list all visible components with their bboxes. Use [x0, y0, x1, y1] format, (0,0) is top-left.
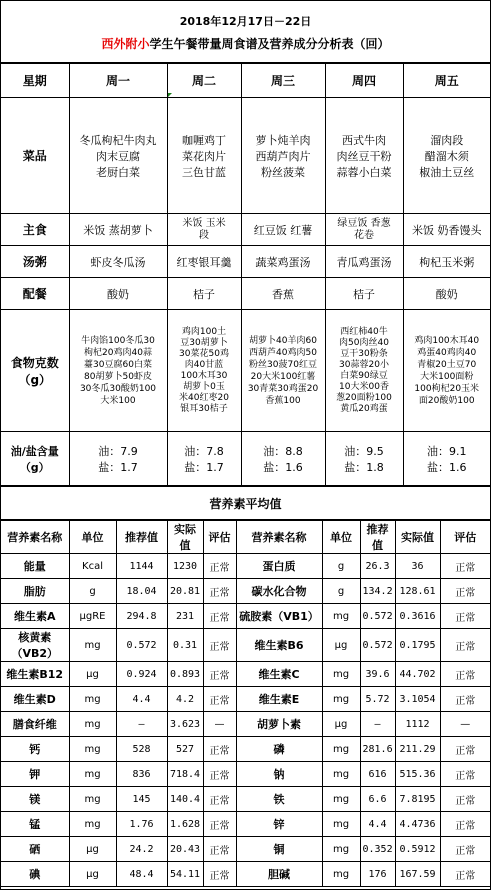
nutrient-unit-right: mg — [322, 812, 360, 837]
nutrient-unit-right: mg — [322, 862, 360, 887]
actual-value-right: 0.1795 — [395, 629, 440, 662]
date-range: 2018年12月17日－22日 — [179, 15, 312, 28]
assessment-left: 正常 — [203, 762, 236, 787]
hd-eval-right: 评估 — [440, 521, 490, 554]
nutrient-name-left: 锰 — [1, 812, 69, 837]
weekday-col-header: 星期 — [1, 64, 69, 98]
nutrient-name-right: 硫胺素（VB1） — [236, 604, 322, 629]
nutrient-unit-right: μg — [322, 712, 360, 737]
assessment-left: 正常 — [203, 862, 236, 887]
actual-value-right: 515.36 — [395, 762, 440, 787]
recommended-value-left: 1144 — [116, 554, 167, 579]
nutrient-unit-left: g — [69, 579, 116, 604]
hd-name-left: 营养素名称 — [1, 521, 69, 554]
recommended-value-right: 281.6 — [360, 737, 395, 762]
menu-cell: 虾皮冬瓜汤 — [69, 246, 167, 278]
hd-actual-left: 实际值 — [167, 521, 203, 554]
nutrient-name-left: 维生素B12 — [1, 662, 69, 687]
cell-comment-marker — [168, 93, 172, 97]
actual-value-left: 1230 — [167, 554, 203, 579]
menu-cell: 胡萝卜40羊肉60 西葫芦40鸡肉50 粉丝30菠70红豆 20大米100红薯 30青菜30鸡蛋20 香蕉100 — [241, 310, 325, 432]
nutrient-name-right: 铜 — [236, 837, 322, 862]
actual-value-right: 44.702 — [395, 662, 440, 687]
nutrient-name-left: 核黄素（VB2） — [1, 629, 69, 662]
menu-cell: 鸡肉100土 豆30胡萝卜 30菜花50鸡 肉40甘蓝 100木耳30 胡萝卜0玉 米40红枣20 银耳30桔子 — [167, 310, 241, 432]
nutrient-row — [1, 812, 490, 837]
assessment-left: 正常 — [203, 787, 236, 812]
day-header-mon: 周一 — [69, 64, 167, 98]
nutrient-row — [1, 787, 490, 812]
recommended-value-right: 6.6 — [360, 787, 395, 812]
assessment-right: — — [440, 712, 490, 737]
assessment-right: 正常 — [440, 629, 490, 662]
assessment-right: 正常 — [440, 579, 490, 604]
nutrient-unit-left: mg — [69, 687, 116, 712]
assessment-right: 正常 — [440, 862, 490, 887]
menu-cell: 溜肉段 醋溜木须 椒油土豆丝 — [403, 98, 490, 214]
nutrient-name-left: 碘 — [1, 862, 69, 887]
recommended-value-right: 4.4 — [360, 812, 395, 837]
actual-value-left: 0.31 — [167, 629, 203, 662]
menu-cell: 油：9.1 盐：1.6 — [403, 432, 490, 486]
recommended-value-left: 48.4 — [116, 862, 167, 887]
actual-value-right: 1112 — [395, 712, 440, 737]
hd-unit-right: 单位 — [322, 521, 360, 554]
recommended-value-right: 0.352 — [360, 837, 395, 862]
actual-value-left: 718.4 — [167, 762, 203, 787]
nutrient-unit-left: mg — [69, 629, 116, 662]
row-label-soup: 汤粥 — [1, 246, 69, 278]
actual-value-left: 4.2 — [167, 687, 203, 712]
nutrition-header-row — [1, 521, 490, 554]
recommended-value-right: 5.72 — [360, 687, 395, 712]
menu-cell: 红豆饭 红薯 — [241, 214, 325, 246]
menu-cell: 桔子 — [167, 278, 241, 310]
assessment-right: 正常 — [440, 737, 490, 762]
nutrition-section-title: 营养素平均值 — [1, 486, 490, 520]
nutrient-unit-left: μg — [69, 837, 116, 862]
nutrient-unit-right: g — [322, 554, 360, 579]
recommended-value-left: 145 — [116, 787, 167, 812]
actual-value-left: 20.81 — [167, 579, 203, 604]
nutrient-unit-left: μgRE — [69, 604, 116, 629]
nutrient-row — [1, 662, 490, 687]
menu-row-side — [1, 278, 490, 310]
actual-value-right: 4.4736 — [395, 812, 440, 837]
nutrient-row — [1, 687, 490, 712]
assessment-left: 正常 — [203, 579, 236, 604]
nutrient-name-right: 胆碱 — [236, 862, 322, 887]
nutrient-unit-left: mg — [69, 737, 116, 762]
menu-row-staple — [1, 214, 490, 246]
actual-value-left: 3.623 — [167, 712, 203, 737]
recommended-value-right: 0.572 — [360, 604, 395, 629]
menu-cell: 西式牛肉 肉丝豆干粉 蒜蓉小白菜 — [325, 98, 403, 214]
nutrient-name-left: 能量 — [1, 554, 69, 579]
nutrient-unit-left: Kcal — [69, 554, 116, 579]
menu-cell: 酸奶 — [403, 278, 490, 310]
assessment-right: 正常 — [440, 687, 490, 712]
row-label-staple: 主食 — [1, 214, 69, 246]
menu-cell: 香蕉 — [241, 278, 325, 310]
assessment-left: 正常 — [203, 604, 236, 629]
recommended-value-right: 39.6 — [360, 662, 395, 687]
nutrient-name-left: 钙 — [1, 737, 69, 762]
nutrient-name-right: 磷 — [236, 737, 322, 762]
nutrient-name-left: 镁 — [1, 787, 69, 812]
menu-cell: 枸杞玉米粥 — [403, 246, 490, 278]
menu-cell: 油：7.9 盐：1.7 — [69, 432, 167, 486]
menu-cell: 绿豆饭 香葱 花卷 — [325, 214, 403, 246]
day-header-tue: 周二 — [167, 64, 241, 98]
nutrient-row — [1, 762, 490, 787]
nutrient-unit-left: μg — [69, 862, 116, 887]
actual-value-left: 527 — [167, 737, 203, 762]
assessment-right: 正常 — [440, 837, 490, 862]
assessment-left: 正常 — [203, 687, 236, 712]
recommended-value-left: 836 — [116, 762, 167, 787]
actual-value-right: 36 — [395, 554, 440, 579]
nutrition-table — [1, 520, 490, 887]
nutrient-unit-right: g — [322, 579, 360, 604]
nutrient-name-right: 胡萝卜素 — [236, 712, 322, 737]
nutrient-unit-left: mg — [69, 787, 116, 812]
recommended-value-left: 4.4 — [116, 687, 167, 712]
assessment-right: 正常 — [440, 604, 490, 629]
nutrient-unit-left: mg — [69, 712, 116, 737]
nutrient-unit-right: mg — [322, 604, 360, 629]
assessment-left: 正常 — [203, 837, 236, 862]
menu-cell: 西红柿40牛 肉50肉丝40 豆干30粉条 30蒜蓉20小 白菜90绿豆 10大米00香 葱20面粉100 黄瓜20鸡蛋 — [325, 310, 403, 432]
nutrient-name-left: 维生素A — [1, 604, 69, 629]
nutrient-name-left: 硒 — [1, 837, 69, 862]
recommended-value-right: 176 — [360, 862, 395, 887]
nutrient-unit-right: mg — [322, 687, 360, 712]
actual-value-left: 140.4 — [167, 787, 203, 812]
menu-cell: 油：9.5 盐：1.8 — [325, 432, 403, 486]
actual-value-right: 211.29 — [395, 737, 440, 762]
day-header-thu: 周四 — [325, 64, 403, 98]
recommended-value-left: 294.8 — [116, 604, 167, 629]
nutrient-unit-right: μg — [322, 629, 360, 662]
menu-row-dishes — [1, 98, 490, 214]
menu-cell: 咖喱鸡丁 菜花肉片 三色甘蓝 — [167, 98, 241, 214]
nutrient-unit-right: mg — [322, 662, 360, 687]
document-header — [1, 1, 490, 63]
actual-value-right: 128.61 — [395, 579, 440, 604]
nutrient-name-left: 钾 — [1, 762, 69, 787]
menu-cell: 冬瓜枸杞牛肉丸 肉末豆腐 老厨白菜 — [69, 98, 167, 214]
menu-header-row — [1, 64, 490, 98]
nutrient-row — [1, 604, 490, 629]
actual-value-left: 231 — [167, 604, 203, 629]
assessment-left: 正常 — [203, 812, 236, 837]
nutrient-name-left: 脂肪 — [1, 579, 69, 604]
menu-row-oil-salt — [1, 432, 490, 486]
nutrient-unit-right: mg — [322, 787, 360, 812]
menu-row-soup — [1, 246, 490, 278]
recommended-value-left: 528 — [116, 737, 167, 762]
nutrient-row — [1, 629, 490, 662]
row-label-dishes: 菜品 — [1, 98, 69, 214]
hd-recommended-right: 推荐值 — [360, 521, 395, 554]
assessment-left: — — [203, 712, 236, 737]
recommended-value-right: 134.2 — [360, 579, 395, 604]
hd-unit-left: 单位 — [69, 521, 116, 554]
recommended-value-right: 616 — [360, 762, 395, 787]
nutrition-rows — [1, 554, 490, 887]
assessment-right: 正常 — [440, 662, 490, 687]
weekly-menu-table — [1, 63, 490, 486]
menu-cell: 鸡肉100木耳40 鸡蛋40鸡肉40 青椒20土豆70 大米100面粉 100枸杞20玉米 面20酸奶100 — [403, 310, 490, 432]
nutrient-row — [1, 837, 490, 862]
assessment-right: 正常 — [440, 554, 490, 579]
menu-cell: 红枣银耳羹 — [167, 246, 241, 278]
recommended-value-left: 18.04 — [116, 579, 167, 604]
nutrient-row — [1, 862, 490, 887]
nutrient-row — [1, 554, 490, 579]
actual-value-left: 1.628 — [167, 812, 203, 837]
nutrient-row — [1, 737, 490, 762]
menu-cell: 米饭 奶香馒头 — [403, 214, 490, 246]
nutrient-row — [1, 579, 490, 604]
menu-cell: 桔子 — [325, 278, 403, 310]
recommended-value-right: 26.3 — [360, 554, 395, 579]
nutrient-name-right: 维生素E — [236, 687, 322, 712]
nutrient-unit-right: mg — [322, 762, 360, 787]
menu-cell: 油：7.8 盐：1.7 — [167, 432, 241, 486]
menu-cell: 青瓜鸡蛋汤 — [325, 246, 403, 278]
hd-name-right: 营养素名称 — [236, 521, 322, 554]
assessment-left: 正常 — [203, 629, 236, 662]
actual-value-right: 0.5912 — [395, 837, 440, 862]
recommended-value-left: 0.572 — [116, 629, 167, 662]
assessment-right: 正常 — [440, 787, 490, 812]
nutrient-name-right: 锌 — [236, 812, 322, 837]
actual-value-right: 7.8195 — [395, 787, 440, 812]
menu-row-quantities — [1, 310, 490, 432]
assessment-left: 正常 — [203, 662, 236, 687]
day-header-wed: 周三 — [241, 64, 325, 98]
nutrient-unit-left: mg — [69, 762, 116, 787]
school-name: 西外附小 — [101, 37, 150, 51]
menu-cell: 油：8.8 盐：1.6 — [241, 432, 325, 486]
nutrient-name-right: 维生素C — [236, 662, 322, 687]
nutrient-name-right: 蛋白质 — [236, 554, 322, 579]
nutrient-unit-right: mg — [322, 837, 360, 862]
actual-value-right: 0.3616 — [395, 604, 440, 629]
menu-cell: 萝卜炖羊肉 西葫芦肉片 粉丝菠菜 — [241, 98, 325, 214]
nutrient-name-right: 维生素B6 — [236, 629, 322, 662]
recommended-value-right: — — [360, 712, 395, 737]
nutrient-row — [1, 712, 490, 737]
actual-value-right: 167.59 — [395, 862, 440, 887]
recommended-value-left: 0.924 — [116, 662, 167, 687]
nutrient-name-right: 钠 — [236, 762, 322, 787]
row-label-side: 配餐 — [1, 278, 69, 310]
document-title — [1, 35, 490, 52]
menu-cell: 蔬菜鸡蛋汤 — [241, 246, 325, 278]
actual-value-left: 20.43 — [167, 837, 203, 862]
nutrient-name-right: 碳水化合物 — [236, 579, 322, 604]
hd-recommended-left: 推荐值 — [116, 521, 167, 554]
nutrient-unit-left: μg — [69, 662, 116, 687]
title-text: 学生午餐带量周食谱及营养成分分析表（回） — [149, 37, 390, 51]
actual-value-right: 3.1054 — [395, 687, 440, 712]
nutrient-unit-left: mg — [69, 812, 116, 837]
menu-cell: 酸奶 — [69, 278, 167, 310]
assessment-left: 正常 — [203, 554, 236, 579]
nutrient-name-left: 膳食纤维 — [1, 712, 69, 737]
nutrient-unit-right: mg — [322, 737, 360, 762]
hd-eval-left: 评估 — [203, 521, 236, 554]
recommended-value-right: 0.572 — [360, 629, 395, 662]
nutrient-name-right: 铁 — [236, 787, 322, 812]
recommended-value-left: 1.76 — [116, 812, 167, 837]
hd-actual-right: 实际值 — [395, 521, 440, 554]
recommended-value-left: — — [116, 712, 167, 737]
menu-cell: 牛肉馅100冬瓜30 枸杞20鸡肉40蒜 薹30豆腐60白菜 80胡萝卜50虾皮 30冬瓜30酸奶100 大米100 — [69, 310, 167, 432]
menu-cell: 米饭 蒸胡萝卜 — [69, 214, 167, 246]
menu-cell: 米饭 玉米 段 — [167, 214, 241, 246]
nutrient-name-left: 维生素D — [1, 687, 69, 712]
assessment-right: 正常 — [440, 812, 490, 837]
day-header-fri: 周五 — [403, 64, 490, 98]
row-label-quantities: 食物克数 （g） — [1, 310, 69, 432]
recommended-value-left: 24.2 — [116, 837, 167, 862]
actual-value-left: 54.11 — [167, 862, 203, 887]
actual-value-left: 0.893 — [167, 662, 203, 687]
assessment-right: 正常 — [440, 762, 490, 787]
assessment-left: 正常 — [203, 737, 236, 762]
row-label-oil-salt: 油/盐含量 （g） — [1, 432, 69, 486]
